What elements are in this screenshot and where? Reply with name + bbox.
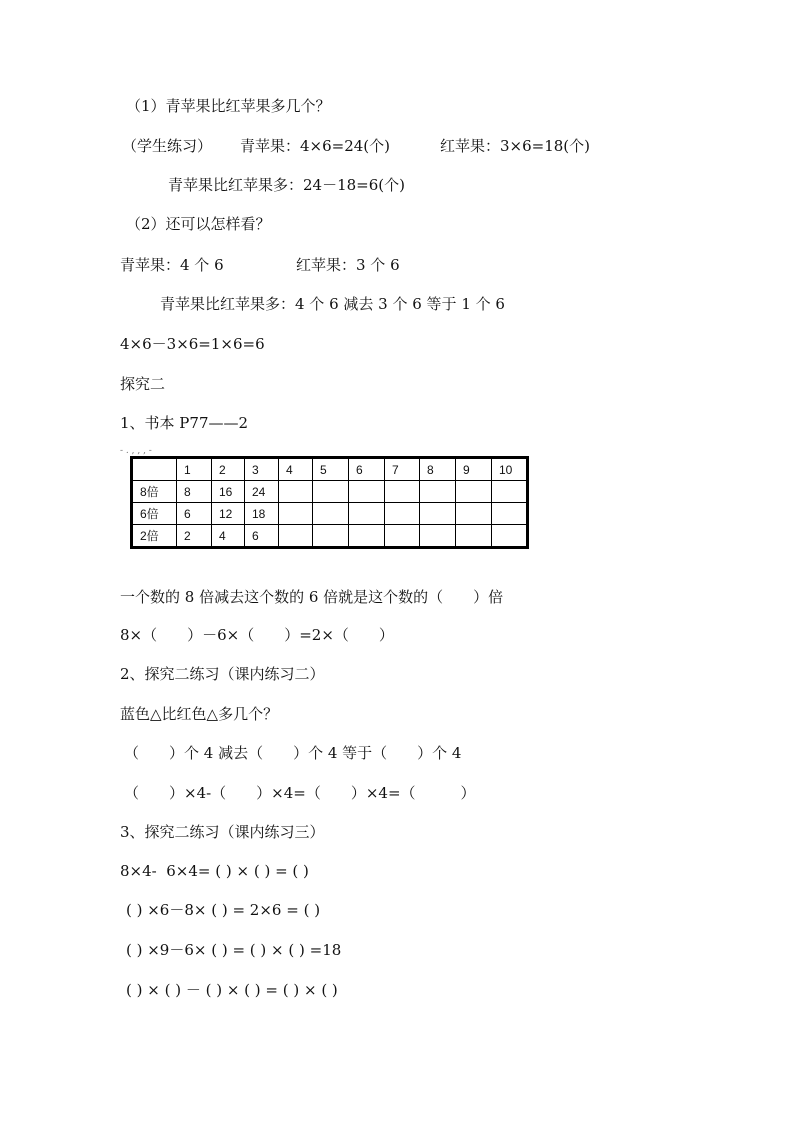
table-cell: [279, 503, 313, 525]
table-cell: 6: [349, 458, 385, 481]
table-cell: 8倍: [132, 481, 177, 503]
scan-artifact: - . , , , -: [120, 446, 152, 456]
table-cell: [492, 503, 528, 525]
table-cell: 2: [212, 458, 245, 481]
table-cell: 8: [420, 458, 456, 481]
table-cell: [385, 525, 420, 548]
fill-blank-2: 8×（ ）－6×（ ）=2×（ ）: [120, 626, 394, 644]
table-cell: [420, 503, 456, 525]
table-cell: 10: [492, 458, 528, 481]
table-cell: [492, 481, 528, 503]
table-cell: [313, 525, 349, 548]
table-cell: [313, 503, 349, 525]
section-explore-2: 探究二: [120, 375, 166, 393]
table-cell: 16: [212, 481, 245, 503]
multiples-table: [130, 456, 529, 549]
book-reference: 1、书本 P77——2: [120, 414, 249, 432]
difference-calc: 青苹果比红苹果多：24－18=6(个): [168, 176, 405, 194]
table-row: [132, 481, 528, 503]
question-1: （1）青苹果比红苹果多几个？: [126, 97, 331, 115]
table-cell: [313, 481, 349, 503]
question-2: （2）还可以怎样看？: [126, 215, 271, 233]
table-cell: 5: [313, 458, 349, 481]
exercise-3-title: 3、探究二练习（课内练习三）: [120, 823, 325, 841]
table-cell: [349, 503, 385, 525]
exercise-2-fill-2: （ ）×4-（ ）×4=（ ）×4=（ ）: [124, 784, 476, 802]
table-cell: [385, 503, 420, 525]
table-cell: [132, 458, 177, 481]
green-apple-groups: 青苹果：4 个 6: [120, 256, 224, 274]
table-header-row: [132, 458, 528, 481]
table-cell: [279, 481, 313, 503]
practice-label: （学生练习）: [122, 137, 213, 155]
table-cell: 24: [245, 481, 279, 503]
exercise-2-question: 蓝色△比红色△多几个？: [120, 705, 279, 723]
exercise-3-line-4: ( ) × ( ) － ( ) × ( ) = ( ) × ( ): [126, 981, 338, 999]
fill-blank-1: 一个数的 8 倍减去这个数的 6 倍就是这个数的（ ）倍: [120, 588, 504, 606]
exercise-3-line-3: ( ) ×9－6× ( ) = ( ) × ( ) =18: [126, 941, 342, 959]
table-cell: [279, 525, 313, 548]
table-cell: [420, 481, 456, 503]
table-cell: [456, 503, 492, 525]
table-cell: [492, 525, 528, 548]
table-cell: [385, 481, 420, 503]
table-cell: 3: [245, 458, 279, 481]
table-cell: 2倍: [132, 525, 177, 548]
table-cell: 9: [456, 458, 492, 481]
table-cell: 1: [177, 458, 212, 481]
exercise-2-fill-1: （ ）个 4 减去（ ）个 4 等于（ ）个 4: [124, 744, 462, 762]
table-cell: 8: [177, 481, 212, 503]
exercise-3-line-1: 8×4- 6×4= ( ) × ( ) = ( ): [120, 862, 309, 880]
table-cell: 6: [177, 503, 212, 525]
table-cell: 12: [212, 503, 245, 525]
difference-groups: 青苹果比红苹果多：4 个 6 减去 3 个 6 等于 1 个 6: [160, 295, 505, 313]
formula: 4×6－3×6=1×6=6: [120, 335, 265, 353]
green-apple-calc: 青苹果：4×6=24(个): [240, 137, 391, 155]
table-cell: 4: [279, 458, 313, 481]
table-cell: [349, 525, 385, 548]
table-cell: [456, 525, 492, 548]
table-cell: 2: [177, 525, 212, 548]
table-cell: [349, 481, 385, 503]
table-cell: 18: [245, 503, 279, 525]
table-row: [132, 525, 528, 548]
red-apple-calc: 红苹果：3×6=18(个): [440, 137, 591, 155]
table-cell: 4: [212, 525, 245, 548]
red-apple-groups: 红苹果：3 个 6: [296, 256, 400, 274]
table-cell: [456, 481, 492, 503]
table-cell: 6: [245, 525, 279, 548]
table-cell: 7: [385, 458, 420, 481]
table-cell: 6倍: [132, 503, 177, 525]
exercise-3-line-2: ( ) ×6－8× ( ) = 2×6 = ( ): [126, 901, 321, 919]
exercise-2-title: 2、探究二练习（课内练习二）: [120, 665, 325, 683]
table-row: [132, 503, 528, 525]
table-cell: [420, 525, 456, 548]
